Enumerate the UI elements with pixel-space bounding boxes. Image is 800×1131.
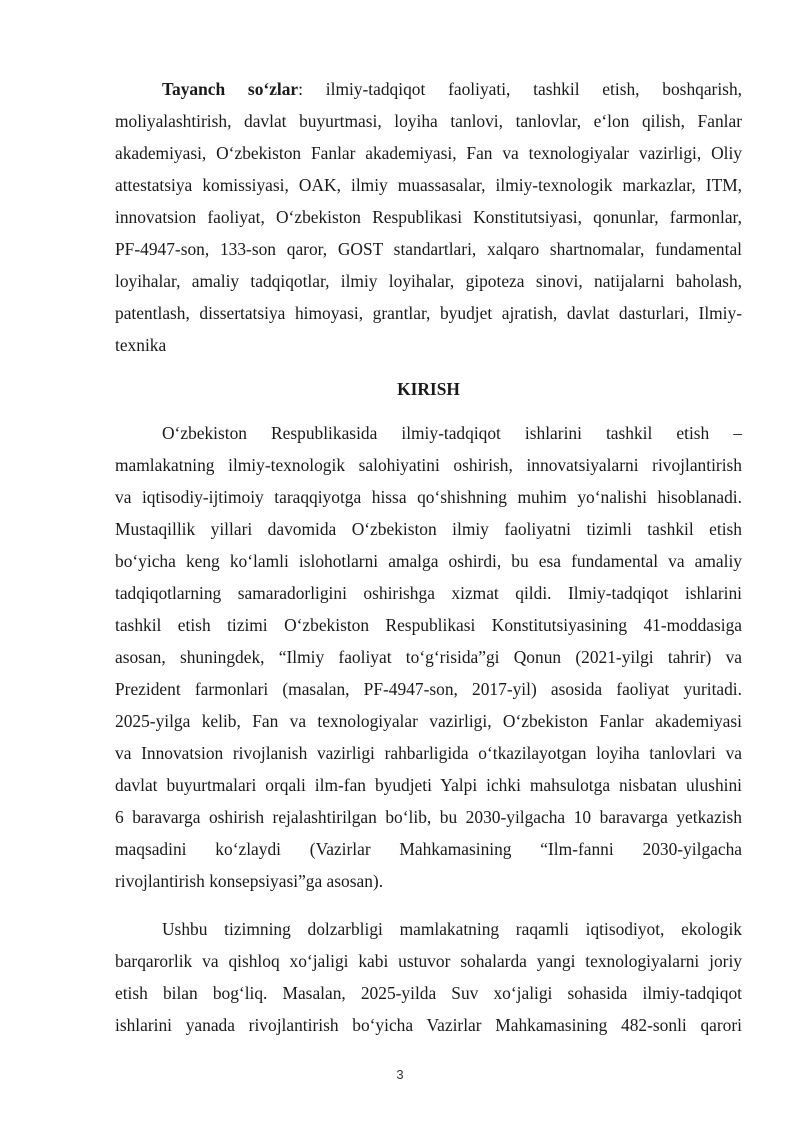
paragraph-line: bo‘yicha keng ko‘lamli islohotlarni amalga oshirdi, bu esa fundamental va amaliy (115, 551, 742, 571)
keywords-label: Tayanch so‘zlar (162, 79, 299, 99)
keywords-first-line (162, 77, 742, 101)
keywords-line: texnika (115, 335, 167, 355)
paragraph-line: davlat buyurtmalari orqali ilm-fan byudjeti Yalpi ichki mahsulotga nisbatan ulushini (115, 775, 742, 795)
keywords-line: attestatsiya komissiyasi, OAK, ilmiy muassasalar, ilmiy-texnologik markazlar, ITM, (115, 175, 742, 195)
paragraph-line: rivojlantirish konsepsiyasi”ga asosan). (115, 871, 384, 891)
keywords-first-line-text: ilmiy-tadqiqot faoliyati, tashkil etish, boshqarish, (303, 79, 742, 99)
keywords-line: akademiyasi, O‘zbekiston Fanlar akademiyasi, Fan va texnologiyalar vazirligi, Oliy (115, 143, 742, 163)
keywords-line: innovatsion faoliyat, O‘zbekiston Respublikasi Konstitutsiyasi, qonunlar, farmonlar, (115, 207, 742, 227)
paragraph-line: ishlarini yanada rivojlantirish bo‘yicha Vazirlar Mahkamasining 482-sonli qarori (115, 1015, 742, 1035)
keywords-line: patentlash, dissertatsiya himoyasi, grantlar, byudjet ajratish, davlat dasturlari, Ilmiy- (115, 303, 742, 323)
paragraph-line: Ushbu tizimning dolzarbligi mamlakatning raqamli iqtisodiyot, ekologik (162, 919, 742, 939)
keywords-line: loyihalar, amaliy tadqiqotlar, ilmiy loyihalar, gipoteza sinovi, natijalarni baholash, (115, 271, 742, 291)
paragraph-line: etish bilan bog‘liq. Masalan, 2025-yilda Suv xo‘jaligi sohasida ilmiy-tadqiqot (115, 983, 742, 1003)
paragraph-line: va iqtisodiy-ijtimoiy taraqqiyotga hissa qo‘shishning muhim yo‘nalishi hisoblanadi. (115, 487, 742, 507)
paragraph-line: Prezident farmonlari (masalan, PF-4947-son, 2017-yil) asosida faoliyat yuritadi. (115, 679, 742, 699)
paragraph-line: Mustaqillik yillari davomida O‘zbekiston ilmiy faoliyatni tizimli tashkil etish (115, 519, 742, 539)
keywords-line: moliyalashtirish, davlat buyurtmasi, loyiha tanlovi, tanlovlar, e‘lon qilish, Fanlar (115, 111, 742, 131)
paragraph-line: tashkil etish tizimi O‘zbekiston Respublikasi Konstitutsiyasining 41-moddasiga (115, 615, 742, 635)
paragraph-line: 6 baravarga oshirish rejalashtirilgan bo‘lib, bu 2030-yilgacha 10 baravarga yetkazish (115, 807, 742, 827)
keywords-line: PF-4947-son, 133-son qaror, GOST standartlari, xalqaro shartnomalar, fundamental (115, 239, 742, 259)
paragraph-line: asosan, shuningdek, “Ilmiy faoliyat to‘g‘risida”gi Qonun (2021-yilgi tahrir) va (115, 647, 742, 667)
paragraph-line: maqsadini ko‘zlaydi (Vazirlar Mahkamasining “Ilm-fanni 2030-yilgacha (115, 839, 742, 859)
paragraph-line: tadqiqotlarning samaradorligini oshirishga xizmat qildi. Ilmiy-tadqiqot ishlarini (115, 583, 742, 603)
paragraph-line: barqarorlik va qishloq xo‘jaligi kabi ustuvor sohalarda yangi texnologiyalarni joriy (115, 951, 742, 971)
keywords-label-suffix: : (298, 79, 303, 99)
paragraph-line: O‘zbekiston Respublikasida ilmiy-tadqiqot ishlarini tashkil etish – (162, 423, 742, 443)
paragraph-line: va Innovatsion rivojlanish vazirligi rahbarligida o‘tkazilayotgan loyiha tanlovlari va (115, 743, 742, 763)
page-number: 3 (396, 1067, 404, 1082)
paragraph-line: mamlakatning ilmiy-texnologik salohiyatini oshirish, innovatsiyalarni rivojlantirish (115, 455, 742, 475)
paragraph-line: 2025-yilga kelib, Fan va texnologiyalar vazirligi, O‘zbekiston Fanlar akademiyasi (115, 711, 742, 731)
section-heading: KIRISH (397, 379, 460, 399)
